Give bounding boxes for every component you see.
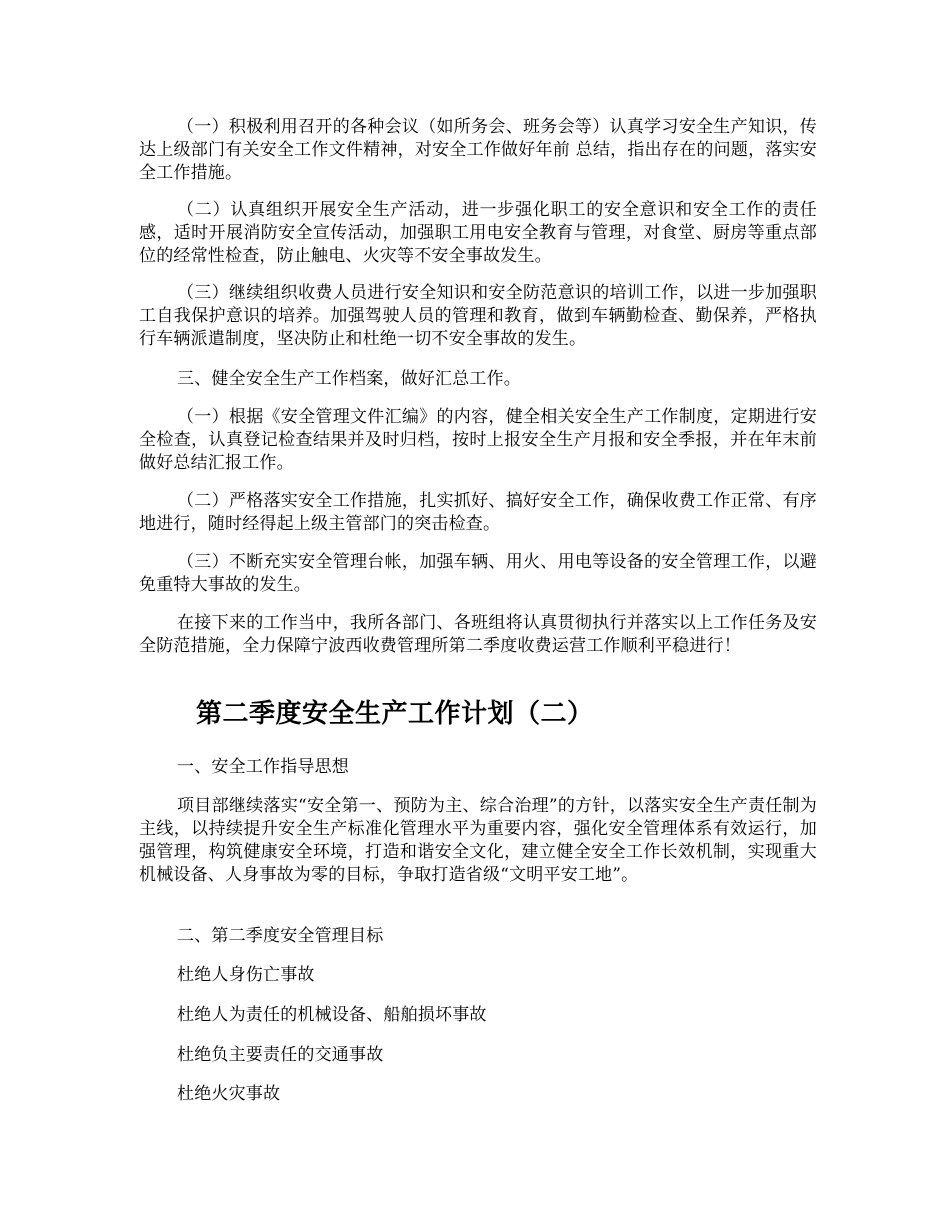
goal-item: 杜绝人身伤亡事故: [177, 965, 315, 985]
paragraph-training: （三）继续组织收费人员进行安全知识和安全防范意识的培训工作，以进一步加强职工自我保护意识的培养。加强驾驶人员的管理和教育，做到车辆勤检查、勤保养，严格执行车辆派遣制度，坚决防止和杜绝一切不安全事故的发生。: [139, 283, 817, 349]
document-title: 第二季度安全生产工作计划（二）: [196, 699, 594, 729]
section-heading-archives: 三、健全安全生产工作档案，做好汇总工作。: [177, 369, 521, 389]
paragraph-safety-activities: （二）认真组织开展安全生产活动，进一步强化职工的安全意识和安全工作的责任感，适时开展消防安全宣传活动，加强职工用电安全教育与管理，对食堂、厨房等重点部位的经常性检查，防止触电、火灾等不安全事故发生。: [139, 200, 817, 266]
paragraph-conclusion: 在接下来的工作当中，我所各部门、各班组将认真贯彻执行并落实以上工作任务及安全防范措施，全力保障宁波西收费管理所第二季度收费运营工作顺利平稳进行！: [139, 613, 817, 656]
goal-item: 杜绝负主要责任的交通事故: [177, 1045, 384, 1065]
paragraph-meetings: （一）积极利用召开的各种会议（如所务会、班务会等）认真学习安全生产知识，传达上级部门有关安全工作文件精神，对安全工作做好年前 总结，指出存在的问题，落实安全工作措施。: [139, 117, 817, 183]
paragraph-archive-rules: （一）根据《安全管理文件汇编》的内容，健全相关安全生产工作制度，定期进行安全检查，认真登记检查结果并及时归档，按时上报安全生产月报和安全季报，并在年末前做好总结汇报工作。: [139, 407, 817, 473]
section-heading-guiding-ideology: 一、安全工作指导思想: [177, 757, 349, 777]
paragraph-ledger: （三）不断充实安全管理台帐，加强车辆、用火、用电等设备的安全管理工作，以避免重特大事故的发生。: [139, 552, 817, 595]
goal-item: 杜绝人为责任的机械设备、船舶损坏事故: [177, 1005, 487, 1025]
paragraph-guiding-ideology: 项目部继续落实“安全第一、预防为主、综合治理”的方针，以落实安全生产责任制为主线，以持续提升安全生产标准化管理水平为重要内容，强化安全管理体系有效运行，加强管理，构筑健康安全环境，打造和谐安全文化，建立健全安全工作长效机制，实现重大机械设备、人身事故为零的目标，争取打造省级“文明平安工地”。: [139, 796, 817, 885]
goal-item: 杜绝火灾事故: [177, 1084, 281, 1104]
paragraph-implement-measures: （二）严格落实安全工作措施，扎实抓好、搞好安全工作，确保收费工作正常、有序地进行，随时经得起上级主管部门的突击检查。: [139, 491, 817, 534]
section-heading-quarter-goals: 二、第二季度安全管理目标: [177, 926, 384, 946]
